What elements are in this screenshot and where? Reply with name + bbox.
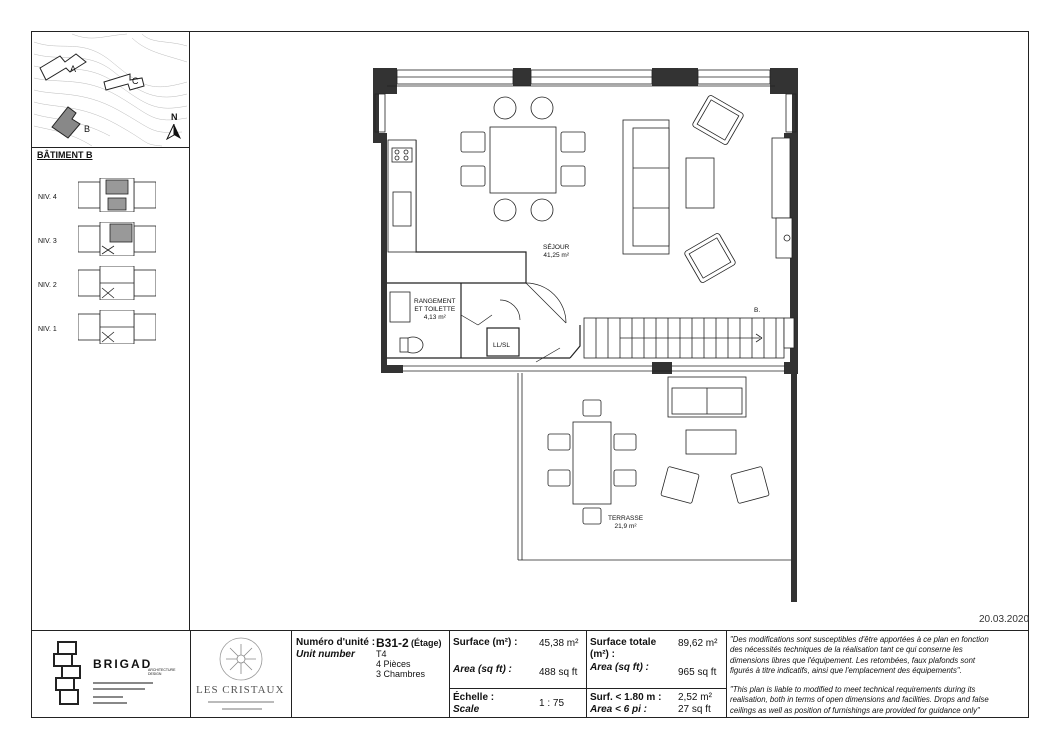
floor-plan xyxy=(360,60,820,610)
les-cristaux-name: LES CRISTAUX xyxy=(196,684,285,696)
room-rangement xyxy=(414,298,456,322)
room-llsl: LL/SL xyxy=(493,342,510,349)
area-lt-value: 27 sq ft xyxy=(678,704,711,715)
tb-divider-1 xyxy=(190,630,191,718)
site-label-c: C xyxy=(132,76,139,86)
unit-number: B31-2 xyxy=(376,636,409,650)
surface-label: Surface (m²) : xyxy=(453,637,518,648)
room-name: TERRASSE xyxy=(608,515,644,522)
disclaimer-line: "This plan is liable to modified to meet technical requirements during its xyxy=(730,685,976,694)
area-label: Area (sq ft) : xyxy=(453,664,512,675)
building-key-title: BÂTIMENT B xyxy=(37,150,93,160)
site-label-b: B xyxy=(84,124,91,134)
tb-divider-2 xyxy=(291,630,292,718)
les-cristaux-emblem-icon xyxy=(218,636,264,682)
level-diagram xyxy=(78,266,156,300)
surf-lt-value: 2,52 m² xyxy=(678,692,712,703)
unit-type: T4 xyxy=(376,649,387,659)
level-diagram xyxy=(78,178,156,212)
level-label: NIV. 1 xyxy=(38,326,57,333)
disclaimer-line: "Des modifications sont susceptibles d'être apportées à ce plan en fonction xyxy=(730,635,989,644)
stair-marker: B. xyxy=(754,307,761,314)
terrace-furniture xyxy=(548,377,769,524)
surface-value: 45,38 m² xyxy=(539,638,579,649)
room-name: RANGEMENT xyxy=(414,298,456,305)
disclaimer-line: figurés à titre indicatifs, ainsi que l'emplacement des équipements". xyxy=(730,665,962,675)
tb-row-divider xyxy=(449,688,726,689)
brigad-name: BRIGAD xyxy=(93,657,153,671)
level-diagram xyxy=(78,222,156,256)
site-plan xyxy=(32,32,189,147)
furniture xyxy=(461,94,792,283)
tb-divider-4 xyxy=(586,630,587,718)
unit-bedrooms: 3 Chambres xyxy=(376,669,426,679)
tb-divider-5 xyxy=(726,630,727,718)
total-surface-value: 89,62 m² xyxy=(678,638,718,649)
total-area-label: Area (sq ft) : xyxy=(590,662,649,673)
room-name-2: ET TOILETTE xyxy=(414,306,456,313)
key-separator xyxy=(31,147,190,148)
room-area: 41,25 m² xyxy=(543,252,570,259)
level-label: NIV. 2 xyxy=(38,282,57,289)
disclaimer-line: des nécessités techniques de la réalisation tant ce qui conserne les xyxy=(730,645,963,655)
brigad-subtitle xyxy=(148,668,175,676)
scale-label-fr: Échelle : xyxy=(453,692,495,703)
room-area: 21,9 m² xyxy=(614,523,637,530)
brigad-address-block xyxy=(93,682,163,704)
room-terrasse xyxy=(608,515,643,531)
north-label: N xyxy=(171,112,178,122)
room-sejour xyxy=(543,244,569,260)
unit-number-label-en: Unit number xyxy=(296,649,355,660)
total-surface-label: Surface totale xyxy=(590,637,657,648)
les-cristaux-tagline xyxy=(208,701,274,703)
total-surface-label-unit: (m²) : xyxy=(590,649,615,660)
disclaimer-line: dimensions libres que l'équipement. Les retombées, faux plafonds sont xyxy=(730,655,976,665)
disclaimer-line: ceilings as well as position of furnishings are provided for guidance only" xyxy=(730,705,980,715)
unit-floor: (Étage) xyxy=(411,638,442,648)
scale-label-en: Scale xyxy=(453,704,480,715)
scale-value: 1 : 75 xyxy=(539,698,565,709)
area-lt-label: Area < 6 pi : xyxy=(590,704,647,715)
brigad-sub-1: ARCHITECTURE xyxy=(148,668,176,672)
level-label: NIV. 3 xyxy=(38,238,57,245)
brigad-logo-icon xyxy=(52,640,82,708)
site-label-a: A xyxy=(70,64,77,74)
room-area: 4,13 m² xyxy=(423,314,446,321)
unit-rooms: 4 Pièces xyxy=(376,659,411,669)
disclaimer-en xyxy=(730,685,989,716)
unit-number-label-fr: Numéro d'unité : xyxy=(296,637,376,648)
level-label: NIV. 4 xyxy=(38,194,57,201)
title-block-separator xyxy=(31,630,1029,631)
disclaimer-line: realisation, both in terms of open dimensions and facilities. Drops and false xyxy=(730,695,989,705)
room-name: SÉJOUR xyxy=(543,244,570,251)
area-value: 488 sq ft xyxy=(539,667,578,678)
les-cristaux-footer xyxy=(222,708,262,710)
disclaimer-fr xyxy=(730,635,989,676)
brigad-sub-2: DESIGN xyxy=(148,672,162,676)
tb-divider-3 xyxy=(449,630,450,718)
total-area-value: 965 sq ft xyxy=(678,667,717,678)
surf-lt-label: Surf. < 1.80 m : xyxy=(590,692,662,703)
north-arrow-icon xyxy=(166,124,182,140)
level-diagram xyxy=(78,310,156,344)
staircase xyxy=(584,318,794,358)
sidebar-divider xyxy=(189,31,190,630)
plan-date: 20.03.2020 xyxy=(979,614,1030,625)
